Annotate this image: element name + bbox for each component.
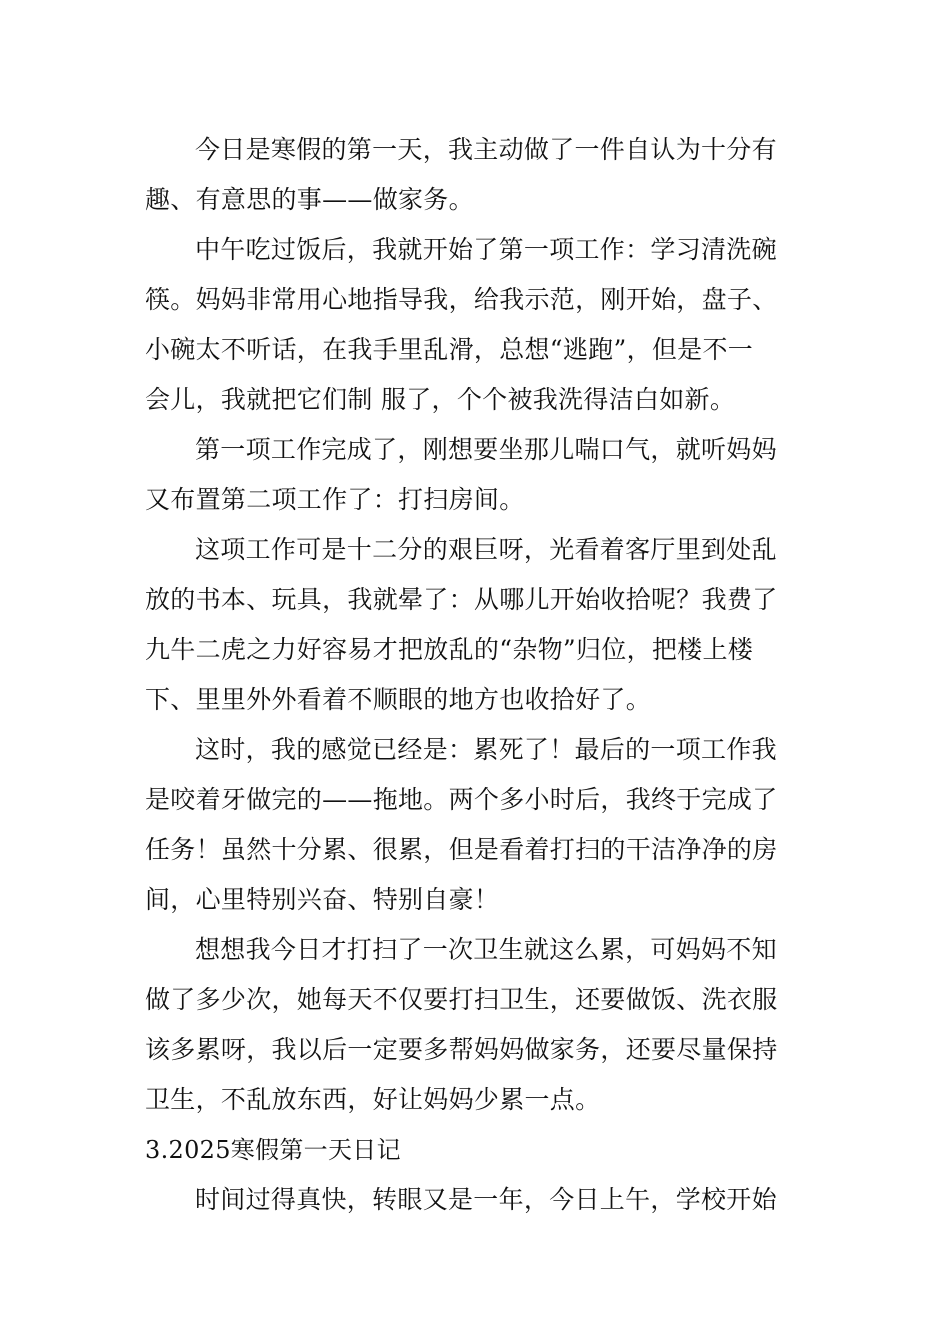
- paragraph-4-line-1: 这项工作可是十二分的艰巨呀，光看着客厅里到处乱: [195, 535, 777, 564]
- paragraph-2-line-1: 中午吃过饭后，我就开始了第一项工作：学习清洗碗: [195, 235, 777, 264]
- paragraph-5-line-4: 间，心里特别兴奋、特别自豪！: [145, 885, 500, 914]
- paragraph-2-line-3: 小碗太不听话，在我手里乱滑，总想“逃跑”，但是不一: [145, 335, 754, 364]
- paragraph-7-line-1: 时间过得真快，转眼又是一年，今日上午，学校开始: [195, 1185, 777, 1214]
- paragraph-2-line-2: 筷。妈妈非常用心地指导我，给我示范，刚开始，盘子、: [145, 285, 778, 314]
- section-heading: 3.2025寒假第一天日记: [145, 1136, 401, 1164]
- paragraph-5-line-2: 是咬着牙做完的——拖地。两个多小时后，我终于完成了: [145, 785, 778, 814]
- paragraph-1-line-1: 今日是寒假的第一天，我主动做了一件自认为十分有: [195, 135, 777, 164]
- paragraph-4-line-2: 放的书本、玩具，我就晕了：从哪儿开始收拾呢？我费了: [145, 585, 778, 614]
- paragraph-6-line-2: 做了多少次，她每天不仅要打扫卫生，还要做饭、洗衣服: [145, 985, 778, 1014]
- paragraph-1-line-2: 趣、有意思的事——做家务。: [145, 185, 474, 214]
- paragraph-3-line-2: 又布置第二项工作了：打扫房间。: [145, 485, 525, 514]
- paragraph-5-line-1: 这时，我的感觉已经是：累死了！最后的一项工作我: [195, 735, 777, 764]
- paragraph-4-line-4: 下、里里外外看着不顺眼的地方也收拾好了。: [145, 685, 652, 714]
- paragraph-5-line-3: 任务！虽然十分累、很累，但是看着打扫的干洁净净的房: [145, 835, 778, 864]
- paragraph-2-line-4: 会儿，我就把它们制 服了，个个被我洗得洁白如新。: [145, 385, 736, 414]
- paragraph-4-line-3: 九牛二虎之力好容易才把放乱的“杂物”归位，把楼上楼: [145, 635, 754, 664]
- paragraph-6-line-4: 卫生，不乱放东西，好让妈妈少累一点。: [145, 1085, 601, 1114]
- paragraph-3-line-1: 第一项工作完成了，刚想要坐那儿喘口气，就听妈妈: [195, 435, 777, 464]
- paragraph-6-line-3: 该多累呀，我以后一定要多帮妈妈做家务，还要尽量保持: [145, 1035, 778, 1064]
- paragraph-6-line-1: 想想我今日才打扫了一次卫生就这么累，可妈妈不知: [195, 935, 777, 964]
